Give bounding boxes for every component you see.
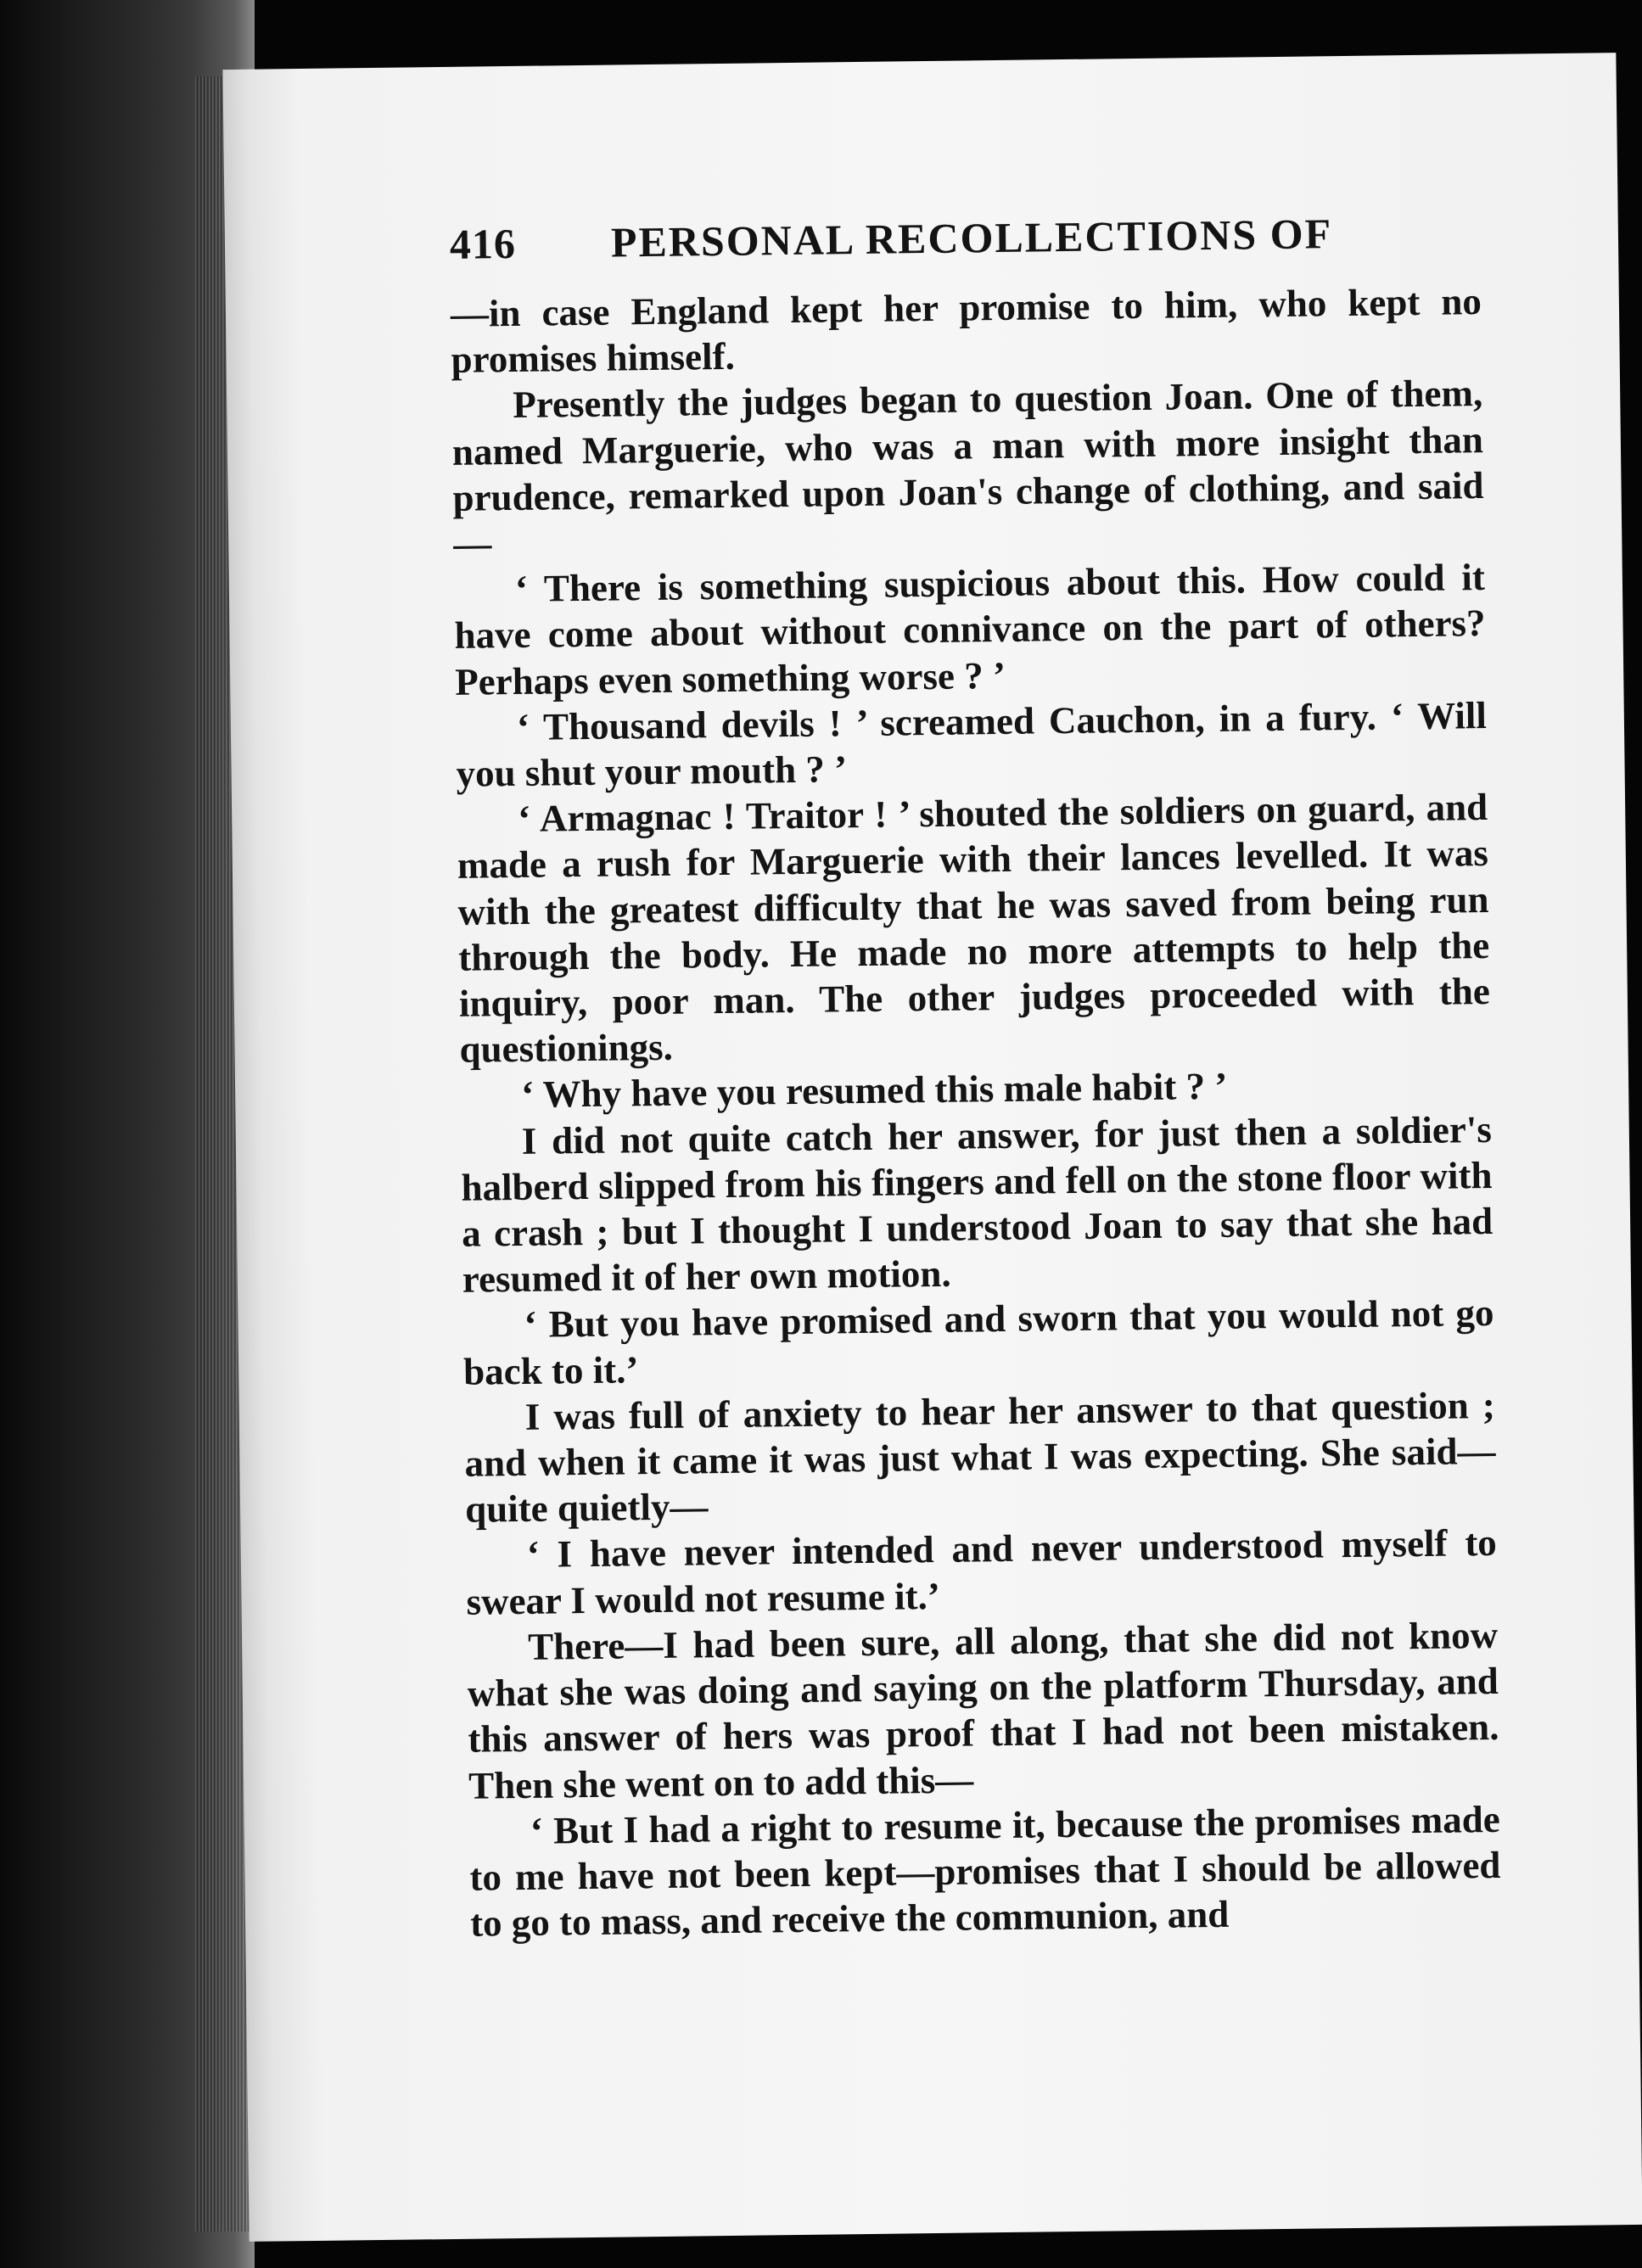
paragraph: ‘ Why have you resumed this male habit ? ’ xyxy=(520,1065,1228,1117)
paragraph: ‘ There is something suspicious about this. How could it have come about without connivance on the part of others? Perhaps even something worse ? ’ xyxy=(454,556,1486,703)
page-header xyxy=(450,207,1482,269)
paragraph: ‘ Thousand devils ! ’ screamed Cauchon, in a fury. ‘ Will you shut your mouth ? ’ xyxy=(456,693,1488,795)
paragraph: There—I had been sure, all along, that she did not know what she was doing and saying on the platform Thursday, and this answer of hers was proof that I had not been mistaken. Then she went on to add this— xyxy=(467,1613,1499,1807)
page-number: 416 xyxy=(449,219,517,268)
paragraph: ‘ Armagnac ! Traitor ! ’ shouted the soldiers on guard, and made a rush for Marguerie with their lances levelled. It was with the greatest difficulty that he was saved from being run through the body. He made no more attempts to help the inquiry, poor man. The other judges proceeded with the questionings. xyxy=(457,786,1491,1072)
running-head: PERSONAL RECOLLECTIONS OF xyxy=(610,210,1333,266)
page-body xyxy=(450,207,1502,1946)
paragraph: ‘ But I had a right to resume it, because the promises made to me have not been kept—promises that I should be allowed to go to mass, and receive the communion, and xyxy=(469,1797,1501,1945)
paragraph: ‘ But you have promised and sworn that you would not go back to it.’ xyxy=(462,1291,1494,1393)
paragraph: ‘ I have never intended and never understood myself to swear I would not resume it.’ xyxy=(466,1521,1498,1623)
paragraph: I did not quite catch her answer, for just then a soldier's halberd slipped from his fingers and fell on the stone floor with a crash ; but I thought I understood Joan to say that she had resumed it of her own motion. xyxy=(461,1107,1493,1302)
paragraph: —in case England kept her promise to him, who kept no promises himself. xyxy=(450,280,1482,382)
paragraph: I was full of anxiety to hear her answer to that question ; and when it came it was just what I was expecting. She said—quite quietly— xyxy=(464,1383,1496,1532)
book-page xyxy=(222,53,1642,2242)
paragraph: Presently the judges began to question Joan. One of them, named Marguerie, who was a man with more insight than prudence, remarked upon Joan's change of clothing, and said— xyxy=(451,372,1484,565)
